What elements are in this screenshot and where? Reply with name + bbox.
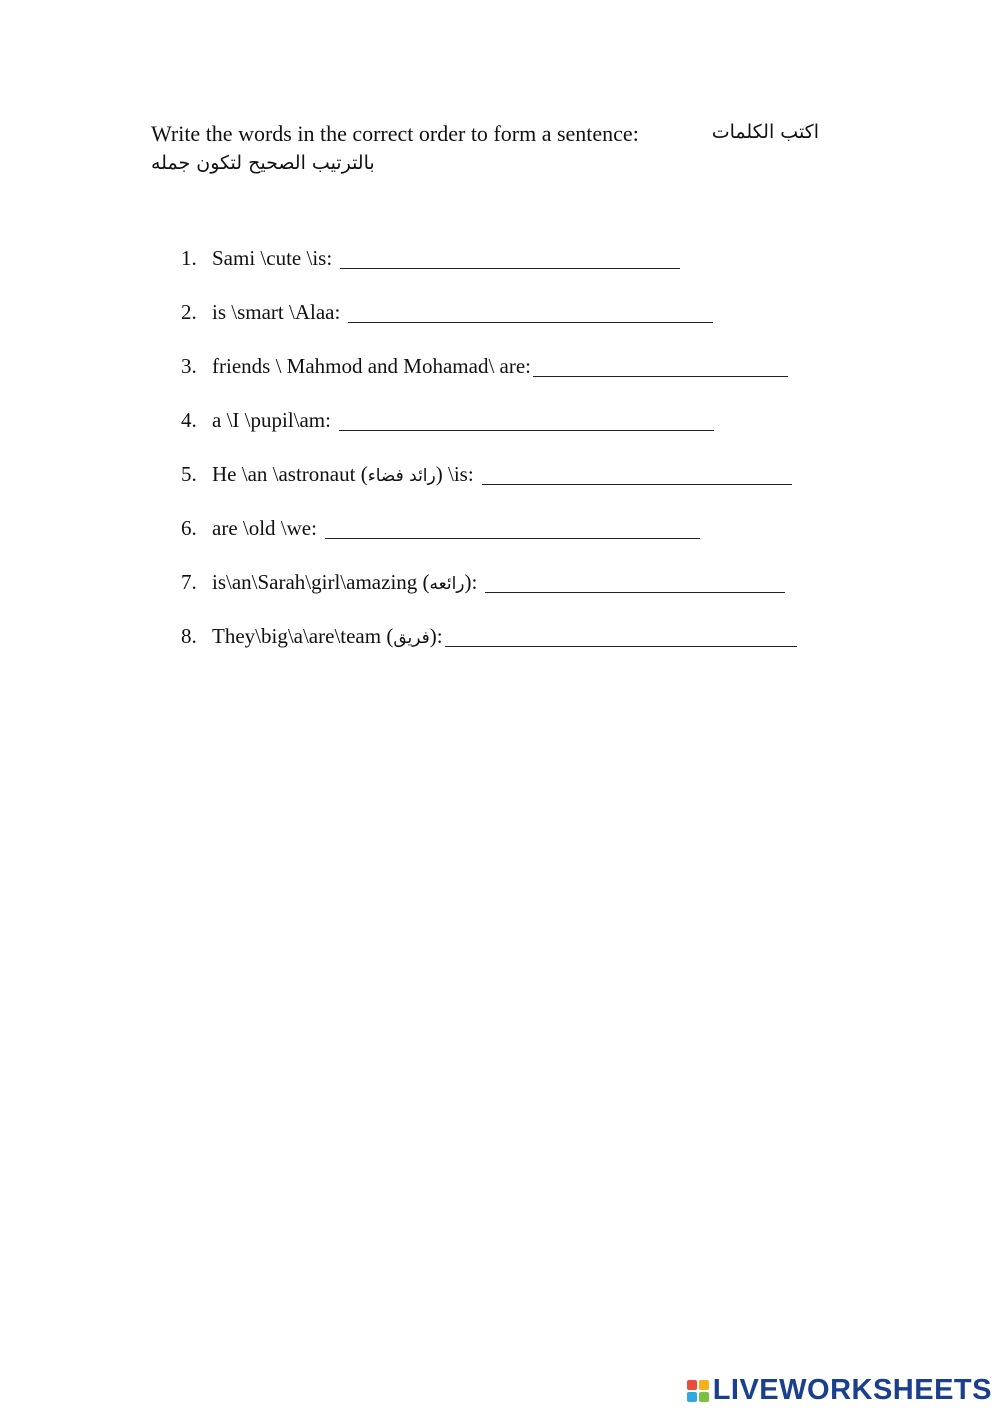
answer-blank[interactable] xyxy=(533,354,788,377)
prompt-text: friends \ Mahmod and Mohamad\ are: xyxy=(212,354,531,378)
logo-square-icon xyxy=(687,1392,697,1402)
prompt-text-end: ) \is: xyxy=(435,462,474,486)
prompt-text-end: ): xyxy=(464,570,478,594)
instructions-arabic-line2: بالترتيب الصحيح لتكون جمله xyxy=(151,152,375,174)
answer-blank[interactable] xyxy=(485,570,785,593)
item-number: 7. xyxy=(181,570,197,594)
item-number: 6. xyxy=(181,516,197,540)
exercise-item-1 xyxy=(181,246,861,300)
instructions-arabic-line1: اكتب الكلمات xyxy=(711,121,819,143)
logo-mark-icon xyxy=(687,1380,709,1402)
prompt-text: a \I \pupil\am: xyxy=(212,408,331,432)
exercise-item-4 xyxy=(181,408,861,462)
answer-blank[interactable] xyxy=(348,300,713,323)
arabic-gloss: فريق xyxy=(393,628,430,648)
exercise-list xyxy=(181,246,861,678)
item-number: 1. xyxy=(181,246,197,270)
exercise-item-6 xyxy=(181,516,861,570)
exercise-item-3 xyxy=(181,354,861,408)
item-number: 4. xyxy=(181,408,197,432)
prompt-text: is \smart \Alaa: xyxy=(212,300,341,324)
item-prompt xyxy=(212,354,531,379)
answer-blank[interactable] xyxy=(339,408,714,431)
item-number: 3. xyxy=(181,354,197,378)
logo-text: LIVEWORKSHEETS xyxy=(712,1374,992,1406)
prompt-text: are \old \we: xyxy=(212,516,317,540)
liveworksheets-logo xyxy=(687,1374,992,1407)
exercise-item-7 xyxy=(181,570,861,624)
item-prompt xyxy=(212,570,477,595)
item-number: 2. xyxy=(181,300,197,324)
item-number: 8. xyxy=(181,624,197,648)
exercise-item-2 xyxy=(181,300,861,354)
arabic-gloss: رائد فضاء xyxy=(367,466,436,486)
prompt-text-end: ): xyxy=(429,624,443,648)
exercise-item-8 xyxy=(181,624,861,678)
item-prompt xyxy=(212,246,332,271)
prompt-text: They\big\a\are\team ( xyxy=(212,624,394,648)
answer-blank[interactable] xyxy=(482,462,792,485)
instructions-english: Write the words in the correct order to form a sentence: xyxy=(151,121,639,146)
item-prompt xyxy=(212,300,340,325)
item-prompt xyxy=(212,516,317,541)
answer-blank[interactable] xyxy=(325,516,700,539)
prompt-text: He \an \astronaut ( xyxy=(212,462,368,486)
item-prompt xyxy=(212,624,443,649)
logo-square-icon xyxy=(699,1380,709,1390)
answer-blank[interactable] xyxy=(445,624,797,647)
logo-square-icon xyxy=(699,1392,709,1402)
exercise-item-5 xyxy=(181,462,861,516)
prompt-text: Sami \cute \is: xyxy=(212,246,333,270)
arabic-gloss: رائعه xyxy=(429,574,465,594)
logo-square-icon xyxy=(687,1380,697,1390)
item-number: 5. xyxy=(181,462,197,486)
item-prompt xyxy=(212,462,474,487)
answer-blank[interactable] xyxy=(340,246,680,269)
item-prompt xyxy=(212,408,331,433)
prompt-text: is\an\Sarah\girl\amazing ( xyxy=(212,570,430,594)
